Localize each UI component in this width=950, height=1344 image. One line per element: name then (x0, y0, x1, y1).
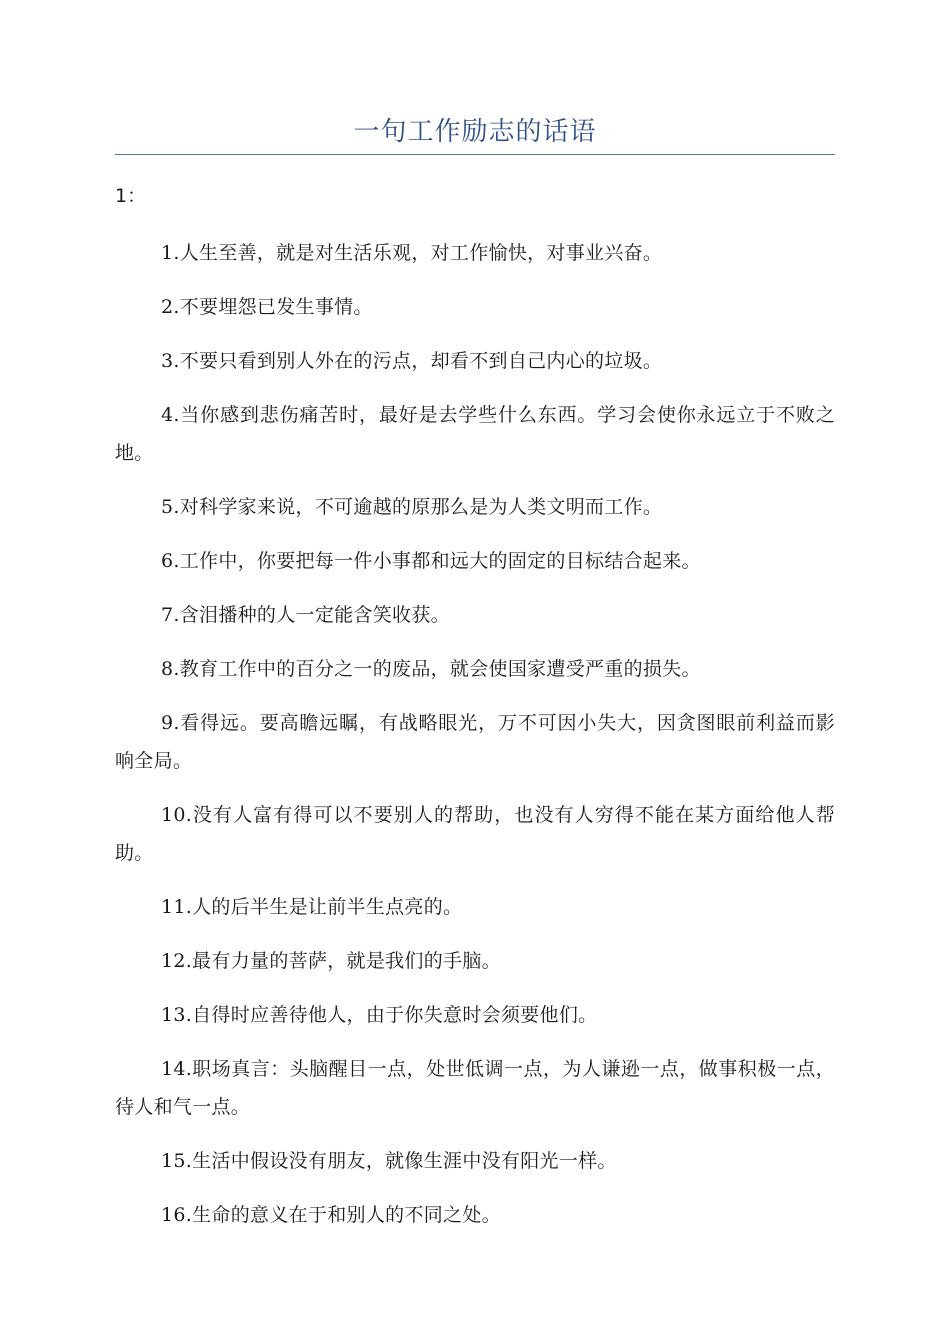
quote-item: 15.生活中假设没有朋友，就像生涯中没有阳光一样。 (161, 1150, 617, 1172)
title-underline (115, 154, 835, 155)
quote-item: 7.含泪播种的人一定能含笑收获。 (161, 604, 450, 626)
page-title: 一句工作励志的话语 (353, 117, 597, 147)
quote-item: 1.人生至善，就是对生活乐观，对工作愉快，对事业兴奋。 (161, 242, 663, 264)
quote-item: 14.职场真言：头脑醒目一点，处世低调一点，为人谦逊一点，做事积极一点，待人和气一点。 (115, 1058, 835, 1118)
quote-item: 9.看得远。要高瞻远瞩，有战略眼光，万不可因小失大，因贪图眼前利益而影响全局。 (115, 712, 835, 772)
quote-item: 13.自得时应善待他人，由于你失意时会须要他们。 (161, 1004, 598, 1026)
quote-item: 10.没有人富有得可以不要别人的帮助，也没有人穷得不能在某方面给他人帮助。 (115, 804, 835, 864)
quote-list (115, 234, 835, 1250)
quote-item: 16.生命的意义在于和别人的不同之处。 (161, 1204, 501, 1226)
quote-item: 12.最有力量的菩萨，就是我们的手脑。 (161, 950, 501, 972)
quote-item: 5.对科学家来说，不可逾越的原那么是为人类文明而工作。 (161, 496, 663, 518)
quote-item: 6.工作中，你要把每一件小事都和远大的固定的目标结合起来。 (161, 550, 701, 572)
quote-item: 11.人的后半生是让前半生点亮的。 (161, 896, 463, 918)
section-heading: 1： (115, 185, 147, 207)
quote-item: 8.教育工作中的百分之一的废品，就会使国家遭受严重的损失。 (161, 658, 701, 680)
quote-item: 4.当你感到悲伤痛苦时，最好是去学些什么东西。学习会使你永远立于不败之地。 (115, 404, 835, 464)
quote-item: 3.不要只看到别人外在的污点，却看不到自己内心的垃圾。 (161, 350, 663, 372)
quote-item: 2.不要埋怨已发生事情。 (161, 296, 373, 318)
